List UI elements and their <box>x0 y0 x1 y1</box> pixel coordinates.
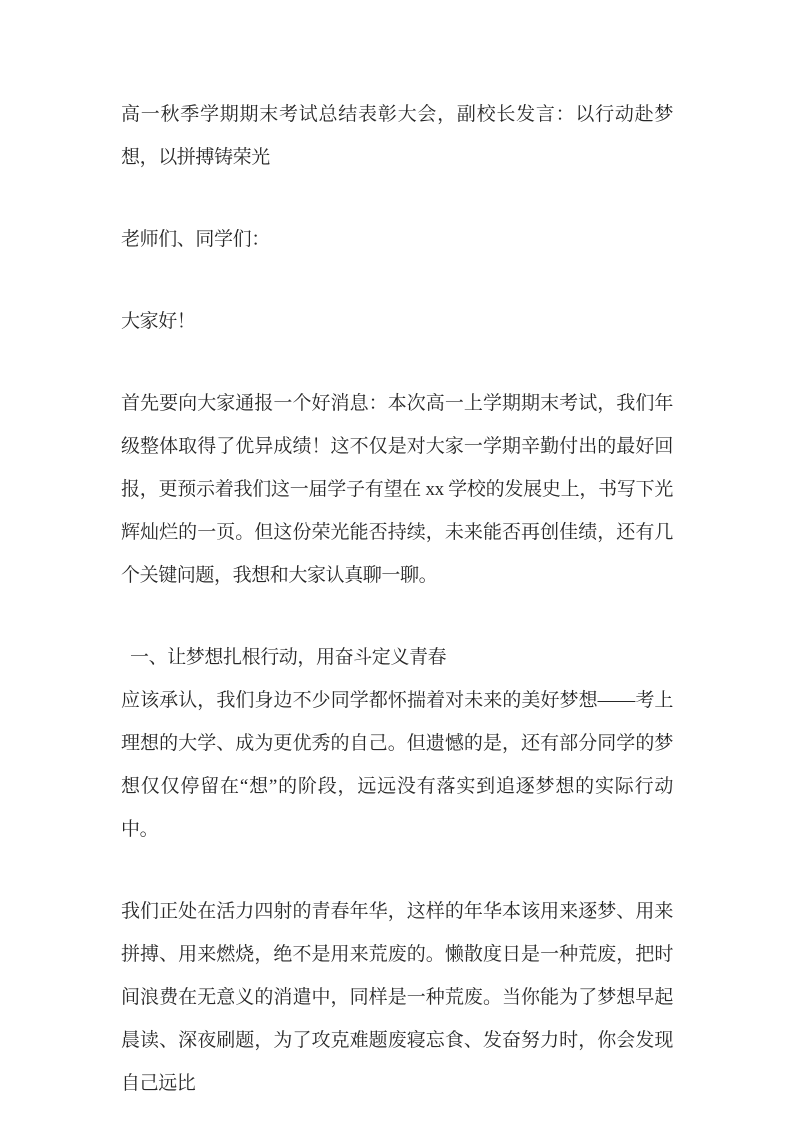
section-heading-1: 一、让梦想扎根行动，用奋斗定义青春 <box>130 647 447 668</box>
document-title: 高一秋季学期期末考试总结表彰大会，副校长发言：以行动赴梦想，以拼搏铸荣光 <box>121 104 673 168</box>
paragraph-good-news: 首先要向大家通报一个好消息：本次高一上学期期末考试，我们年级整体取得了优异成绩！这不仅是对大家一学期辛勤付出的最好回报，更预示着我们这一届学子有望在 xx 学校的发展史上，书写下光辉灿烂的一页。但这份荣光能否持续，未来能否再创佳绩，还有几个关键问题，我想和大家认真聊一聊。 <box>121 393 673 586</box>
salutation-line: 大家好！ <box>121 311 196 332</box>
greeting-line: 老师们、同学们： <box>121 229 270 250</box>
paragraph-youth-not-wasted: 我们正处在活力四射的青春年华，这样的年华本该用来逐梦、用来拼搏、用来燃烧，绝不是用来荒废的。懒散度日是一种荒废，把时间浪费在无意义的消遣中，同样是一种荒废。当你能为了梦想早起晨读、深夜刷题，为了攻克难题废寝忘食、发奋努力时，你会发现自己远比 <box>121 901 673 1094</box>
paragraph-dream-into-action: 应该承认，我们身边不少同学都怀揣着对未来的美好梦想——考上理想的大学、成为更优秀的自己。但遗憾的是，还有部分同学的梦想仅仅停留在“想”的阶段，远远没有落实到追逐梦想的实际行动中。 <box>121 690 673 840</box>
